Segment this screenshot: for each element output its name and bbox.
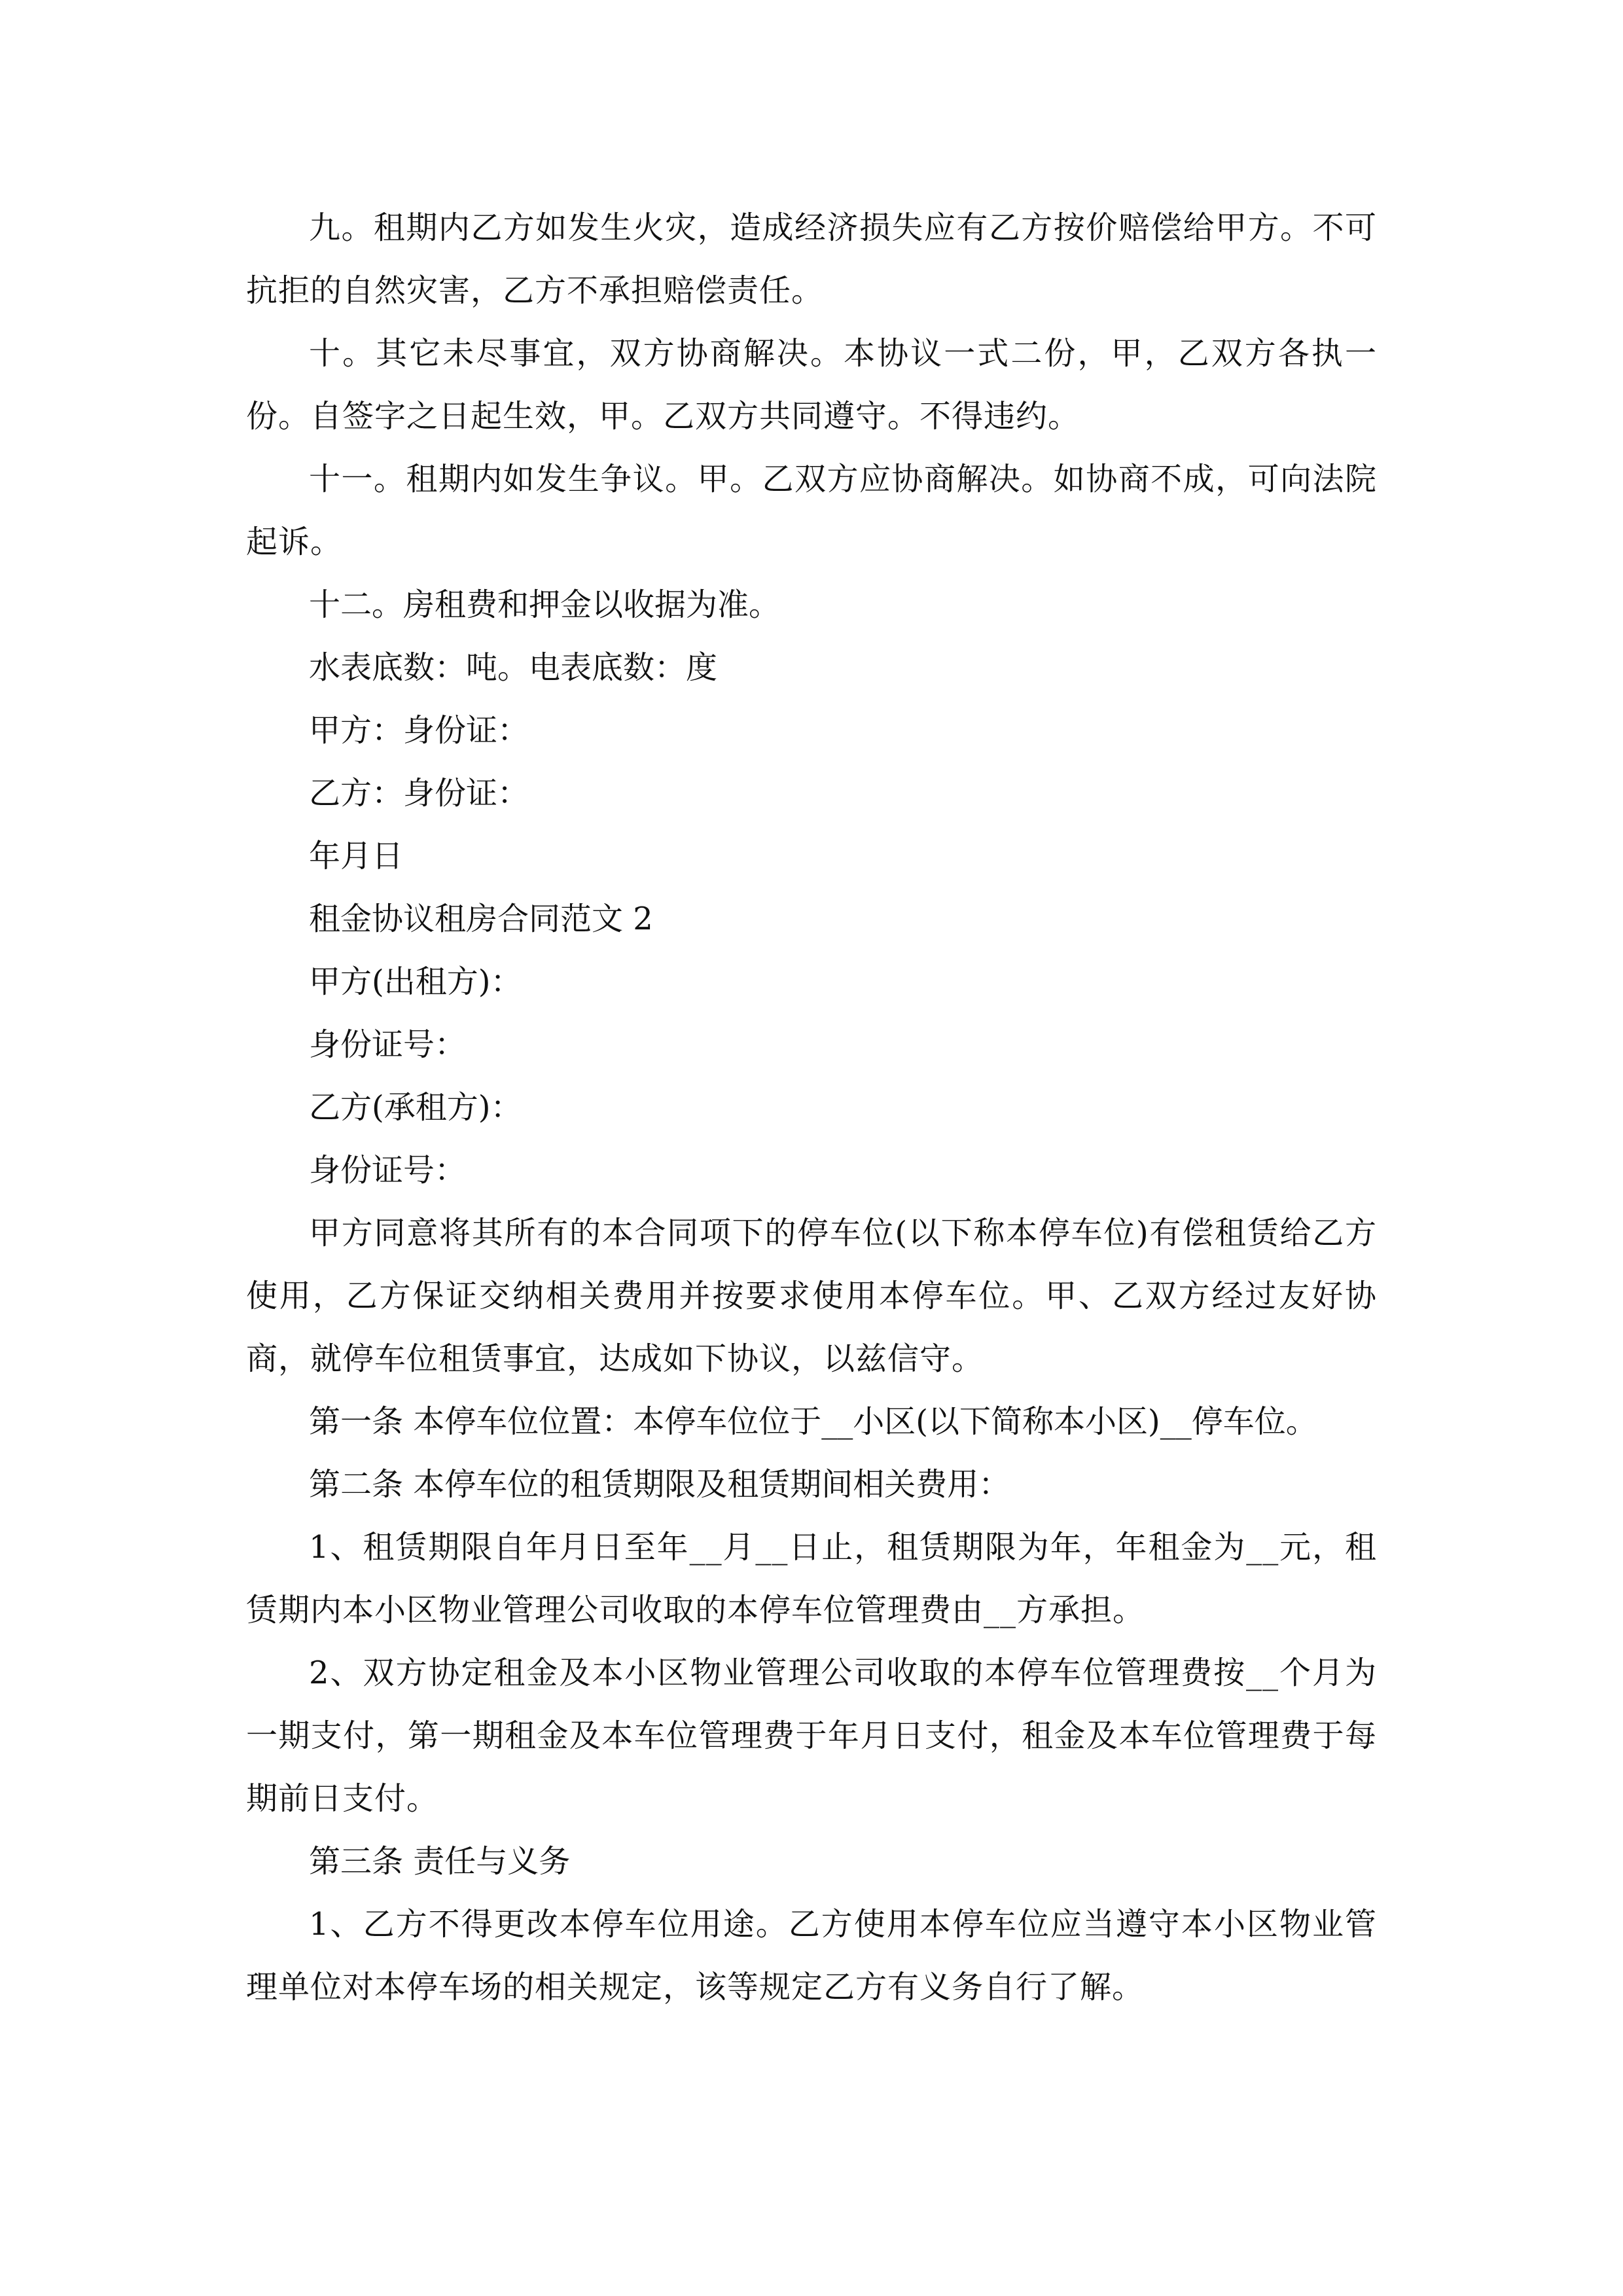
article-three-heading: 第三条 责任与义务 — [309, 1843, 571, 1880]
clause-eleven: 十一。租期内如发生争议。甲。乙双方应协商解决。如协商不成，可向法院起诉。 — [246, 461, 1377, 560]
preamble: 甲方同意将其所有的本合同项下的停车位(以下称本停车位)有偿租赁给乙方使用，乙方保证交纳相关费用并按要求使用本停车位。甲、乙双方经过友好协商，就停车位租赁事宜，达成如下协议，以兹信守。 — [246, 1215, 1377, 1377]
article-one: 第一条 本停车位位置：本停车位位于__小区(以下简称本小区)__停车位。 — [309, 1403, 1317, 1440]
article-two-item-one: 1、租赁期限自年月日至年__月__日止，租赁期限为年，年租金为__元，租赁期内本小区物业管理公司收取的本停车位管理费由__方承担。 — [246, 1529, 1377, 1628]
party-a-id: 甲方：身份证： — [309, 712, 529, 749]
lessee-label: 乙方(承租方)： — [309, 1089, 522, 1126]
date-line: 年月日 — [309, 838, 404, 874]
clause-ten: 十。其它未尽事宜，双方协商解决。本协议一式二份，甲，乙双方各执一份。自签字之日起生效，甲。乙双方共同遵守。不得违约。 — [246, 335, 1377, 435]
lessor-id-number: 身份证号： — [309, 1026, 467, 1063]
article-two-heading: 第二条 本停车位的租赁期限及租赁期间相关费用： — [309, 1466, 1010, 1503]
article-two-item-two: 2、双方协定租金及本小区物业管理公司收取的本停车位管理费按__个月为一期支付，第一期租金及本车位管理费于年月日支付，租金及本车位管理费于每期前日支付。 — [246, 1655, 1377, 1817]
article-three-item-one: 1、乙方不得更改本停车位用途。乙方使用本停车位应当遵守本小区物业管理单位对本停车场的相关规定，该等规定乙方有义务自行了解。 — [246, 1906, 1377, 2005]
party-b-id: 乙方：身份证： — [309, 775, 529, 812]
lessee-id-number: 身份证号： — [309, 1152, 467, 1189]
section-title: 租金协议租房合同范文 2 — [309, 901, 653, 937]
clause-nine: 九。租期内乙方如发生火灾，造成经济损失应有乙方按价赔偿给甲方。不可抗拒的自然灾害，乙方不承担赔偿责任。 — [246, 209, 1377, 309]
document-body — [246, 196, 1377, 2018]
meter-readings: 水表底数：吨。电表底数：度 — [309, 649, 718, 686]
clause-twelve: 十二。房租费和押金以收据为准。 — [309, 586, 781, 623]
lessor-label: 甲方(出租方)： — [309, 963, 522, 1000]
